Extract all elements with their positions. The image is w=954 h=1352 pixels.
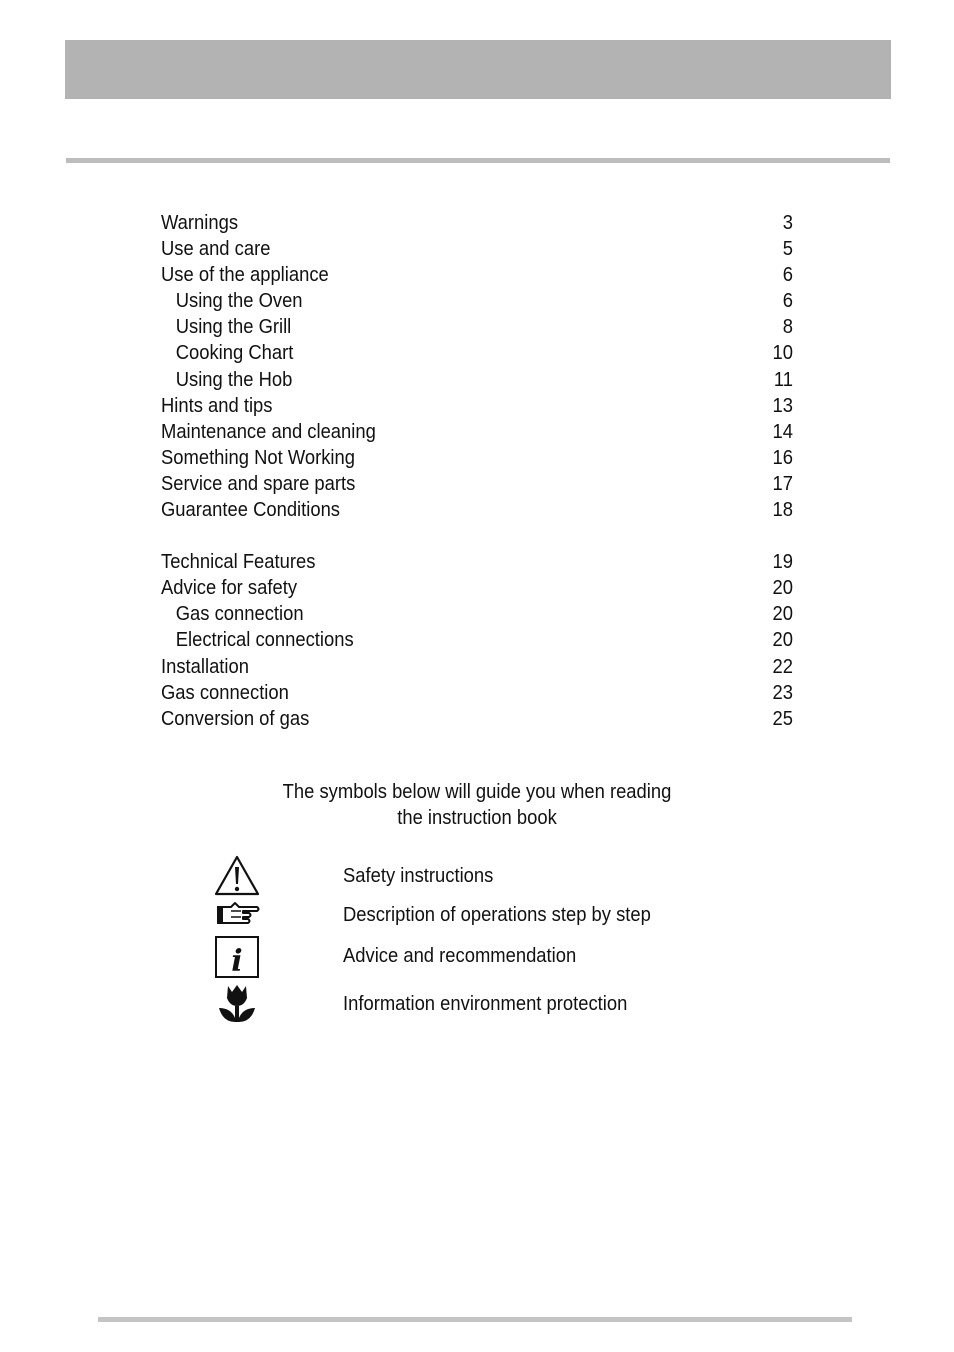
toc-page: 5 bbox=[782, 238, 794, 261]
toc-title: Use of the appliance bbox=[161, 264, 329, 287]
toc-page: 18 bbox=[772, 499, 794, 522]
toc-page: 8 bbox=[782, 316, 794, 339]
toc-entry-guarantee-conditions[interactable] bbox=[161, 497, 793, 523]
toc-page: 20 bbox=[772, 603, 794, 626]
toc-entry-something-not-working[interactable] bbox=[161, 445, 793, 471]
toc-entry-cooking-chart[interactable] bbox=[161, 340, 793, 366]
toc-entry-hints-and-tips[interactable] bbox=[161, 393, 793, 419]
header-rule bbox=[66, 158, 890, 163]
toc-entry-use-and-care[interactable] bbox=[161, 236, 793, 262]
toc-title: Electrical connections bbox=[175, 629, 354, 652]
toc-title: Something Not Working bbox=[161, 446, 355, 469]
flower-icon bbox=[213, 982, 261, 1026]
toc-title: Service and spare parts bbox=[161, 472, 356, 495]
legend-label: Safety instructions bbox=[343, 865, 494, 887]
svg-text:i: i bbox=[231, 944, 243, 979]
symbols-guide-text bbox=[180, 779, 774, 831]
toc-title: Advice for safety bbox=[161, 577, 298, 600]
toc-title: Using the Grill bbox=[175, 316, 292, 339]
toc-spacer bbox=[161, 523, 793, 549]
toc-entry-installation[interactable] bbox=[161, 654, 793, 680]
toc-entry-warnings[interactable] bbox=[161, 210, 793, 236]
toc-title: Using the Oven bbox=[175, 290, 303, 313]
legend-label: Advice and recommendation bbox=[343, 945, 577, 967]
legend-label: Description of operations step by step bbox=[343, 904, 651, 926]
legend-label: Information environment protection bbox=[343, 993, 628, 1015]
toc-entry-using-the-hob[interactable] bbox=[161, 367, 793, 393]
toc-entry-use-of-the-appliance[interactable] bbox=[161, 262, 793, 288]
toc-page: 3 bbox=[782, 212, 794, 234]
toc-page: 20 bbox=[772, 577, 794, 600]
table-of-contents bbox=[161, 210, 793, 732]
footer-rule bbox=[98, 1317, 852, 1322]
toc-title: Use and care bbox=[161, 238, 271, 261]
toc-entry-using-the-oven[interactable] bbox=[161, 288, 793, 314]
guide-line-1: The symbols below will guide you when reading bbox=[282, 781, 672, 803]
toc-title: Gas connection bbox=[175, 603, 304, 626]
guide-line-2: the instruction book bbox=[397, 807, 557, 829]
toc-entry-technical-features[interactable] bbox=[161, 549, 793, 575]
toc-entry-maintenance-and-cleaning[interactable] bbox=[161, 419, 793, 445]
warning-triangle-icon bbox=[213, 854, 261, 898]
toc-entry-using-the-grill[interactable] bbox=[161, 314, 793, 340]
toc-page: 6 bbox=[782, 264, 794, 287]
toc-page: 14 bbox=[772, 420, 794, 443]
toc-page: 6 bbox=[782, 290, 794, 313]
toc-page: 17 bbox=[772, 472, 794, 495]
toc-page: 25 bbox=[772, 707, 794, 730]
toc-entry-advice-for-safety[interactable] bbox=[161, 575, 793, 601]
toc-entry-electrical-connections[interactable] bbox=[161, 627, 793, 653]
toc-page: 16 bbox=[772, 446, 794, 469]
info-box-icon bbox=[213, 935, 261, 979]
toc-title: Gas connection bbox=[161, 681, 289, 704]
toc-title: Warnings bbox=[161, 212, 239, 234]
toc-page: 23 bbox=[772, 681, 794, 704]
toc-title: Using the Hob bbox=[175, 368, 293, 391]
pointing-hand-icon bbox=[213, 898, 261, 932]
toc-page: 19 bbox=[772, 551, 794, 574]
toc-page: 11 bbox=[773, 368, 794, 391]
toc-title: Hints and tips bbox=[161, 394, 273, 417]
toc-title: Guarantee Conditions bbox=[161, 499, 341, 522]
toc-entry-service-and-spare-parts[interactable] bbox=[161, 471, 793, 497]
header-band bbox=[65, 40, 891, 99]
toc-page: 13 bbox=[772, 394, 794, 417]
toc-title: Maintenance and cleaning bbox=[161, 420, 376, 443]
toc-entry-gas-connection-sub[interactable] bbox=[161, 601, 793, 627]
toc-page: 20 bbox=[772, 629, 794, 652]
toc-page: 22 bbox=[772, 655, 794, 678]
toc-entry-conversion-of-gas[interactable] bbox=[161, 706, 793, 732]
toc-title: Installation bbox=[161, 655, 249, 678]
toc-title: Technical Features bbox=[161, 551, 316, 574]
toc-entry-gas-connection[interactable] bbox=[161, 680, 793, 706]
toc-title: Cooking Chart bbox=[175, 342, 294, 365]
toc-title: Conversion of gas bbox=[161, 707, 310, 730]
toc-page: 10 bbox=[772, 342, 794, 365]
